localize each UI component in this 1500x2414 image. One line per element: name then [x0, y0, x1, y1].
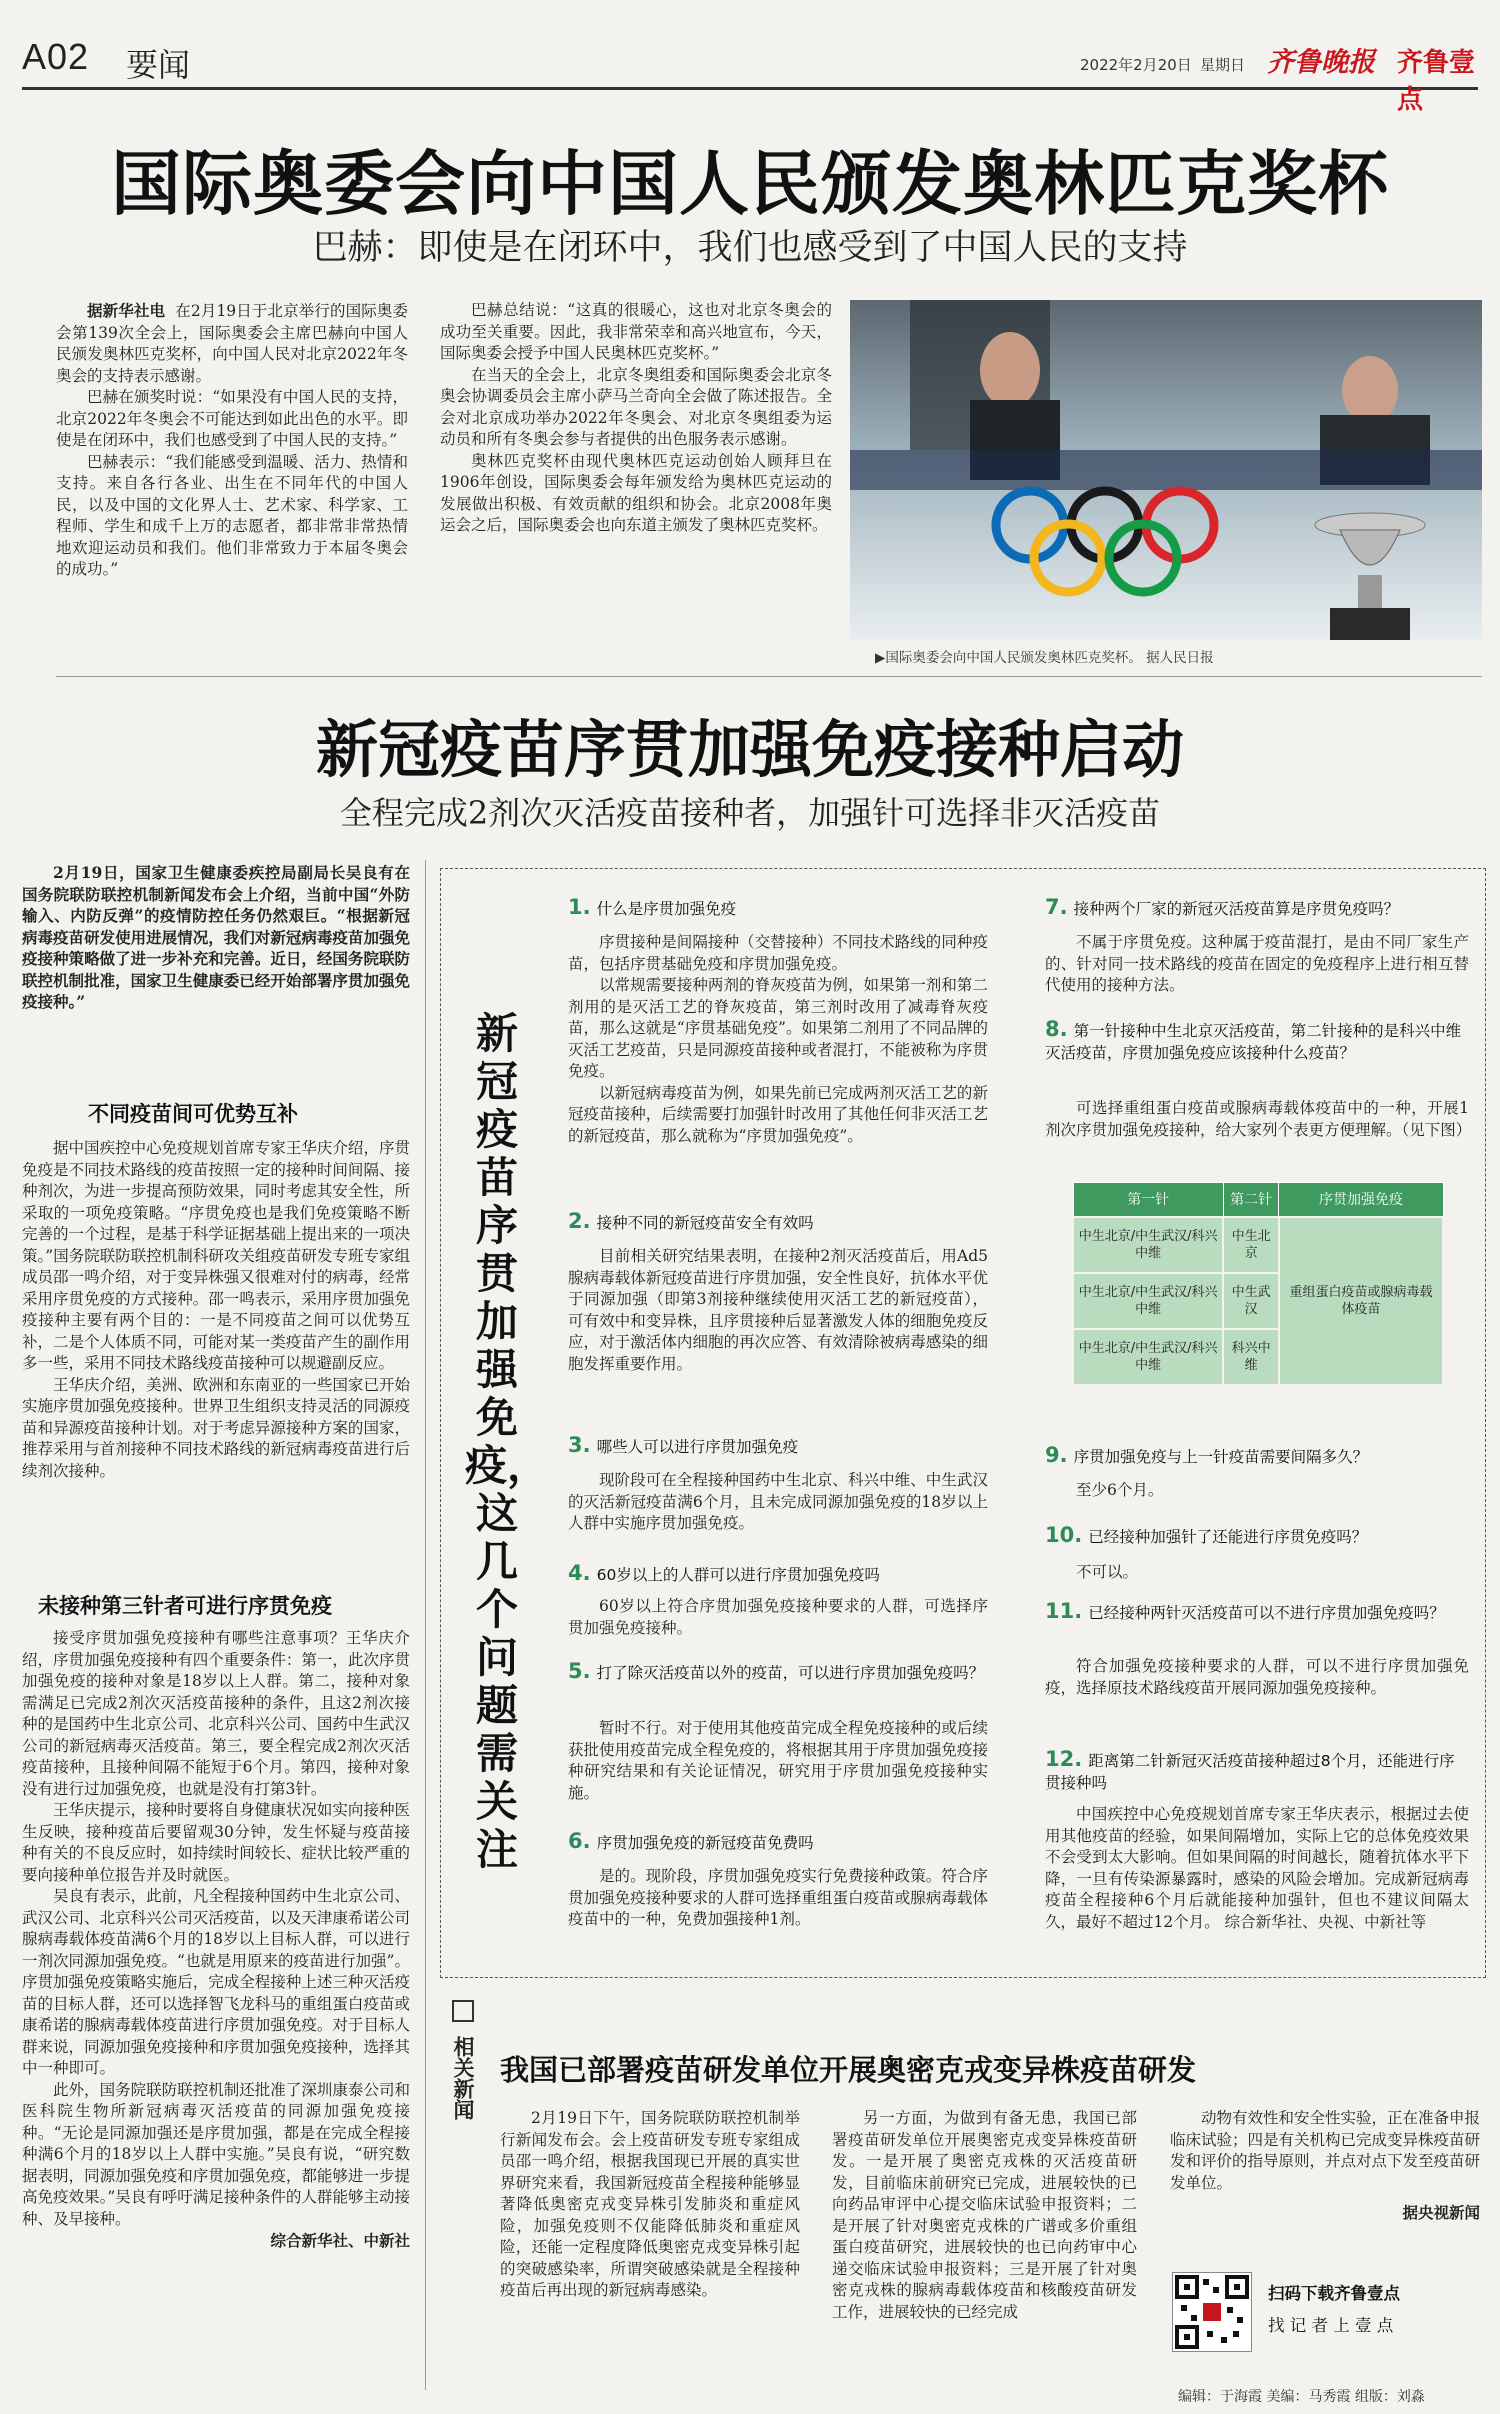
table-cell: 中生北京: [1223, 1217, 1279, 1273]
qa-number: 11.: [1045, 1599, 1083, 1623]
related-label-text: 相关新闻: [451, 2036, 475, 2120]
qa-question-10: [1045, 1524, 1469, 1548]
story1-subhead: 巴赫：即使是在闭环中，我们也感受到了中国人民的支持: [312, 228, 1188, 268]
story2-paragraph: 王华庆提示，接种时要将自身健康状况如实向接种医生反映，接种疫苗后要留观30分钟，发生怀疑与疫苗接种有关的不良反应时，如持续时间较长、症状比较严重的要向接种单位报告并及时就医。: [22, 1801, 410, 1884]
qa-answer-3: [568, 1470, 988, 1535]
qa-vertical-title: 新冠疫苗序贯加强免疫，这几个问题需关注: [465, 1009, 550, 1874]
story3-column-3: [1170, 2108, 1480, 2224]
olympic-trophy-photo: [850, 300, 1482, 640]
qa-question-text: 第一针接种中生北京灭活疫苗，第二针接种的是科兴中维灭活疫苗，序贯加强免疫应该接种什么疫苗？: [1045, 1022, 1462, 1062]
table-cell: 科兴中维: [1223, 1329, 1279, 1385]
story1-paragraph: 在当天的全会上，北京冬奥组委和国际奥委会北京冬奥会协调委员会主席小萨马兰奇向全会做了陈述报告。全会对北京成功举办2022年冬奥会、对北京冬奥组委为运动员和所有冬奥会参与者提供的出色服务表示感谢。: [440, 365, 832, 448]
qa-question-text: 哪些人可以进行序贯加强免疫: [596, 1438, 799, 1456]
qa-question-text: 序贯加强免疫与上一针疫苗需要间隔多久？: [1073, 1448, 1369, 1466]
photo-illustration: [850, 300, 1482, 640]
story1-paragraph: 巴赫表示：“我们能感受到温暖、活力、热情和支持。来自各行各业、出生在不同年代的中国人民，以及中国的文化界人士、艺术家、科学家、工程师、学生和成千上万的志愿者，都非常非常热情地欢迎运动员和我们。他们非常致力于本届冬奥会的成功。”: [56, 452, 408, 578]
qa-answer-10: [1045, 1562, 1469, 1584]
table-cell: 中生北京/中生武汉/科兴中维: [1073, 1329, 1223, 1385]
qr-caption-2: 找 记 者 上 壹 点: [1268, 2316, 1394, 2335]
story1-headline: 国际奥委会向中国人民颁发奥林匹克奖杯: [111, 142, 1389, 225]
qa-answer-text: 以新冠病毒疫苗为例，如果先前已完成两剂灭活工艺的新冠疫苗接种，后续需要打加强针时改用了其他任何非灭活工艺的新冠疫苗，那么就称为“序贯加强免疫”。: [568, 1083, 988, 1145]
qa-question-text: 已经接种两针灭活疫苗可以不进行序贯加强免疫吗？: [1088, 1604, 1445, 1622]
qa-question-text: 已经接种加强针了还能进行序贯免疫吗？: [1088, 1528, 1368, 1546]
table-cell: 中生北京/中生武汉/科兴中维: [1073, 1273, 1223, 1329]
qa-number: 12.: [1045, 1747, 1083, 1771]
story2-lead-text: 2月19日，国家卫生健康委疾控局副局长吴良有在国务院联防联控机制新闻发布会上介绍，当前中国“外防输入、内防反弹”的疫情防控任务仍然艰巨。“根据新冠病毒疫苗研发使用进展情况，我们对新冠病毒疫苗加强免疫接种策略做了进一步补充和完善。近日，经国务院联防联控机制批准，国家卫生健康委已经开始部署序贯加强免疫接种。”: [22, 863, 410, 1011]
vaccine-schedule-table: [1072, 1182, 1444, 1386]
story1-paragraph: 巴赫在颁奖时说：“如果没有中国人民的支持，北京2022年冬奥会不可能达到如此出色的水平。即使是在闭环中，我们也感受到了中国人民的支持。”: [56, 388, 408, 449]
qa-question-text: 60岁以上的人群可以进行序贯加强免疫吗: [596, 1566, 880, 1584]
qa-question-3: [568, 1434, 988, 1458]
related-box-icon: [452, 2000, 474, 2022]
qa-question-2: [568, 1210, 988, 1234]
qr-code[interactable]: [1172, 2272, 1252, 2352]
qa-answer-text: 不属于序贯免疫。这种属于疫苗混打，是由不同厂家生产的、针对同一技术路线的疫苗在固定的免疫程序上进行相互替代使用的接种方法。: [1045, 933, 1469, 994]
qa-answer-text: 以常规需要接种两剂的脊灰疫苗为例，如果第一剂和第二剂用的是灭活工艺的脊灰疫苗，第三剂时改用了减毒脊灰疫苗，那么这就是“序贯基础免疫”。如果第二剂用了不同品牌的灭活工艺疫苗，只是同源疫苗接种或者混打，不能被称为序贯免疫。: [568, 976, 988, 1080]
qa-number: 4.: [568, 1561, 591, 1585]
qa-answer-text: 目前相关研究结果表明，在接种2剂灭活疫苗后，用Ad5腺病毒载体新冠疫苗进行序贯加强，安全性良好，抗体水平优于同源加强（即第3剂接种继续使用灭活工艺的新冠疫苗），可有效中和变异株，且序贯接种后显著激发人体的细胞免疫反应，对于激活体内细胞的再次应答、有效清除被病毒感染的细胞发挥重要作用。: [568, 1247, 988, 1373]
story2-paragraph: 王华庆介绍，美洲、欧洲和东南亚的一些国家已开始实施序贯加强免疫接种。世界卫生组织支持灵活的同源疫苗和异源疫苗接种计划。对于考虑异源接种方案的国家，推荐采用与首剂接种不同技术路线的新冠病毒疫苗进行后续剂次接种。: [22, 1375, 410, 1480]
story2-lead: [22, 862, 410, 1013]
issue-weekday: 星期日: [1200, 56, 1246, 74]
story1-lead-credit: 据新华社电: [87, 301, 166, 320]
qa-answer-7: [1045, 932, 1469, 997]
qa-question-7: [1045, 896, 1469, 920]
qa-question-1: [568, 896, 988, 920]
section-name: 要闻: [126, 46, 191, 84]
table-cell: 中生武汉: [1223, 1273, 1279, 1329]
story3-paragraph: 2月19日下午，国务院联防联控机制举行新闻发布会。会上疫苗研发专班专家组成员邵一鸣介绍，根据我国现已开展的真实世界研究来看，我国新冠疫苗全程接种能够显著降低奥密克戎变异株引发肺炎和重症风险，加强免疫则不仅能降低肺炎和重症风险，还能一定程度降低奥密克戎变异株引起的突破感染率，所谓突破感染就是全程接种疫苗后再出现的新冠病毒感染。: [500, 2109, 800, 2299]
qa-number: 7.: [1045, 895, 1068, 919]
story2-section2-body: [22, 1628, 410, 2252]
divider: [56, 676, 1482, 677]
story2-paragraph: 吴良有表示，此前，凡全程接种国药中生北京公司、武汉公司、北京科兴公司灭活疫苗，以及天津康希诺公司腺病毒载体疫苗满6个月的18岁以上目标人群，可以进行一剂次同源加强免疫。“也就是用原来的疫苗进行加强”。序贯加强免疫策略实施后，完成全程接种上述三种灭活疫苗的目标人群，还可以选择智飞龙科马的重组蛋白疫苗或康希诺的腺病毒载体疫苗进行序贯加强免疫。对于目标人群来说，同源加强免疫接种和序贯加强免疫接种，选择其中一种即可。: [22, 1887, 410, 2077]
qa-question-4: [568, 1562, 988, 1586]
qa-question-text: 序贯加强免疫的新冠疫苗免费吗: [596, 1834, 814, 1852]
qr-caption: 扫码下载齐鲁壹点: [1268, 2284, 1400, 2303]
qa-answer-12: [1045, 1804, 1469, 1933]
story1-paragraph: 在2月19日于北京举行的国际奥委会第139次全会上，国际奥委会主席巴赫向中国人民颁发奥林匹克奖杯，向中国人民对北京2022年冬奥会的支持表示感谢。: [56, 302, 408, 385]
issue-date: 2022年2月20日: [1080, 56, 1192, 74]
qa-answer-1: [568, 932, 988, 1147]
table-header: 第一针: [1073, 1183, 1223, 1217]
table-cell-merged: 重组蛋白疫苗或腺病毒载体疫苗: [1279, 1217, 1443, 1385]
qa-number: 1.: [568, 895, 591, 919]
photo-caption: ▶国际奥委会向中国人民颁发奥林匹克奖杯。 据人民日报: [875, 650, 1214, 666]
qa-question-12: [1045, 1748, 1469, 1794]
story2-section2-title: 未接种第三针者可进行序贯免疫: [38, 1593, 332, 1618]
story2-paragraph: 据中国疾控中心免疫规划首席专家王华庆介绍，序贯免疫是不同技术路线的疫苗按照一定的接种时间间隔、接种剂次，为进一步提高预防效果，同时考虑其安全性，所采取的一项免疫策略。“序贯免疫也是我们免疫策略不断完善的一个过程，是基于科学证据基础上提出来的一项决策。”国务院联防联控机制科研攻关组疫苗研发专班专家组成员邵一鸣介绍，对于变异株强又很难对付的病毒，经常采用序贯免疫的方式接种。邵一鸣表示，采用序贯加强免疫接种主要有两个目的：一是不同疫苗之间可以优势互补，二是个人体质不同，可能对某一类疫苗产生的副作用多一些，采用不同技术路线疫苗接种可以规避副反应。: [22, 1139, 410, 1372]
story2-source: 综合新华社、中新社: [270, 2231, 410, 2250]
qa-answer-4: [568, 1596, 988, 1639]
story1-paragraph: 巴赫总结说：“这真的很暖心，这也对北京冬奥会的成功至关重要。因此，我非常荣幸和高兴地宣布，今天，国际奥委会授予中国人民奥林匹克奖杯。”: [440, 301, 832, 362]
column-divider: [425, 860, 426, 2390]
qa-answer-text: 可选择重组蛋白疫苗或腺病毒载体疫苗中的一种，开展1剂次序贯加强免疫接种，给大家列个表更方便理解。（见下图）: [1045, 1099, 1472, 1139]
qa-answer-text: 符合加强免疫接种要求的人群，可以不进行序贯加强免疫，选择原技术路线疫苗开展同源加强免疫接种。: [1045, 1657, 1469, 1697]
qa-question-text: 距离第二针新冠灭活疫苗接种超过8个月，还能进行序贯接种吗: [1045, 1752, 1455, 1792]
qa-number: 8.: [1045, 1017, 1068, 1041]
editor-credits: 编辑：于海霞 美编：马秀霞 组版：刘淼: [1178, 2389, 1425, 2405]
qa-answer-text: 不可以。: [1076, 1563, 1139, 1581]
story2-paragraph: 接受序贯加强免疫接种有哪些注意事项？王华庆介绍，序贯加强免疫接种有四个重要条件：第一，此次序贯加强免疫的接种对象是18岁以上人群。第二，接种对象需满足已完成2剂次灭活疫苗接种的条件，且这2剂次接种的是国药中生北京公司、北京科兴公司、国药中生武汉公司的新冠病毒灭活疫苗。第三，要全程完成2剂次灭活疫苗接种，且接种间隔不能短于6个月。第四，接种对象没有进行过加强免疫，也就是没有打第3针。: [22, 1629, 410, 1798]
qa-answer-text: 中国疾控中心免疫规划首席专家王华庆表示，根据过去使用其他疫苗的经验，如果间隔增加，实际上它的总体免疫效果不会受到太大影响。但如果间隔的时间越长，随着抗体水平下降，一旦有传染源暴露时，感染的风险会增加。完成新冠病毒疫苗全程接种6个月后就能接种加强针，但也不建议间隔太久，最好不超过12个月。 综合新华社、央视、中新社等: [1045, 1805, 1469, 1931]
story3-headline: 我国已部署疫苗研发单位开展奥密克戎变异株疫苗研发: [500, 2053, 1197, 2087]
qa-answer-text: 现阶段可在全程接种国药中生北京、科兴中维、中生武汉的灭活新冠疫苗满6个月，且未完成同源加强免疫的18岁以上人群中实施序贯加强免疫。: [568, 1471, 988, 1532]
story2-section1-title: 不同疫苗间可优势互补: [88, 1101, 298, 1126]
story2-subhead: 全程完成2剂次灭活疫苗接种者，加强针可选择非灭活疫苗: [339, 794, 1161, 832]
qa-question-text: 打了除灭活疫苗以外的疫苗，可以进行序贯加强免疫吗？: [596, 1664, 985, 1682]
newspaper-logo: 齐鲁晚报: [1267, 47, 1375, 78]
story2-section1-body: [22, 1138, 410, 1482]
qa-question-text: 接种不同的新冠疫苗安全有效吗: [596, 1214, 814, 1232]
story2-headline: 新冠疫苗序贯加强免疫接种启动: [315, 713, 1184, 786]
story3-column-2: [832, 2108, 1137, 2323]
qa-number: 10.: [1045, 1523, 1083, 1547]
story3-paragraph: 动物有效性和安全性实验，正在准备申报临床试验；四是有关机构已完成变异株疫苗研发和评价的指导原则，并点对点下发至疫苗研发单位。: [1170, 2109, 1481, 2192]
qa-number: 9.: [1045, 1443, 1068, 1467]
table-cell: 中生北京/中生武汉/科兴中维: [1073, 1217, 1223, 1273]
table-row: [1073, 1217, 1443, 1273]
story1-column-1: [56, 300, 408, 581]
table-header: 序贯加强免疫: [1279, 1183, 1443, 1217]
qa-question-text: 什么是序贯加强免疫: [596, 900, 737, 918]
qa-question-8: [1045, 1018, 1469, 1064]
page-header: [22, 34, 1478, 115]
story1-paragraph: 奥林匹克奖杯由现代奥林匹克运动创始人顾拜旦在1906年创设，国际奥委会每年颁发给为奥林匹克运动的发展做出积极、有效贡献的组织和协会。北京2008年奥运会之后，国际奥委会也向东道主颁发了奥林匹克奖杯。: [440, 451, 832, 534]
app-logo: 齐鲁壹点: [1397, 48, 1476, 115]
qa-number: 2.: [568, 1209, 591, 1233]
story2-paragraph: 此外，国务院联防联控机制还批准了深圳康泰公司和医科院生物所新冠病毒灭活疫苗的同源加强免疫接种。“无论是同源加强还是序贯加强，都是在完成全程接种满6个月的18岁以上人群中实施。”吴良有说，“研究数据表明，同源加强免疫和序贯加强免疫，都能够进一步提高免疫效果。”吴良有呼吁满足接种条件的人群能够主动接种、及早接种。: [22, 2080, 410, 2228]
qa-number: 5.: [568, 1659, 591, 1683]
story3-column-1: [500, 2108, 800, 2302]
qa-answer-11: [1045, 1656, 1469, 1699]
story3-source: 据央视新闻: [1402, 2203, 1480, 2222]
qa-number: 3.: [568, 1433, 591, 1457]
qa-answer-text: 至少6个月。: [1076, 1481, 1164, 1499]
story3-paragraph: 另一方面，为做到有备无患，我国已部署疫苗研发单位开展奥密克戎变异株疫苗研发。一是开展了奥密克戎株的灭活疫苗研发，目前临床前研究已完成，进展较快的已向药品审评中心提交临床试验申报资料；二是开展了针对奥密克戎株的广谱或多价重组蛋白疫苗研究，进展较快的也已向药审中心递交临床试验申报资料；三是开展了针对奥密克戎株的腺病毒载体疫苗和核酸疫苗研发工作，进展较快的已经完成: [832, 2109, 1137, 2321]
qa-answer-5: [568, 1718, 988, 1804]
qa-answer-text: 是的。现阶段，序贯加强免疫实行免费接种政策。符合序贯加强免疫接种要求的人群可选择重组蛋白疫苗或腺病毒载体疫苗中的一种，免费加强接种1剂。: [568, 1867, 988, 1928]
related-news-label: [440, 2000, 486, 2128]
qa-question-11: [1045, 1600, 1469, 1624]
qa-answer-2: [568, 1246, 988, 1375]
qa-question-9: [1045, 1444, 1469, 1468]
qr-code-icon: [1173, 2273, 1251, 2351]
qa-answer-8: [1045, 1098, 1472, 1141]
qa-answer-6: [568, 1866, 988, 1931]
story1-column-2: [440, 300, 832, 537]
table-header: 第二针: [1223, 1183, 1279, 1217]
qa-number: 6.: [568, 1829, 591, 1853]
qa-question-text: 接种两个厂家的新冠灭活疫苗算是序贯免疫吗？: [1073, 900, 1400, 918]
qa-question-6: [568, 1830, 988, 1854]
qa-answer-text: 序贯接种是间隔接种（交替接种）不同技术路线的同种疫苗，包括序贯基础免疫和序贯加强免疫。: [568, 933, 988, 973]
page-number: A02: [22, 36, 90, 77]
qa-answer-9: [1045, 1480, 1469, 1502]
qa-answer-text: 60岁以上符合序贯加强免疫接种要求的人群，可选择序贯加强免疫接种。: [568, 1597, 988, 1637]
qa-answer-text: 暂时不行。对于使用其他疫苗完成全程免疫接种的或后续获批使用疫苗完成全程免疫的，将根据其用于序贯加强免疫接种研究结果和有关论证情况，研究用于序贯加强免疫接种实施。: [568, 1719, 988, 1802]
qa-question-5: [568, 1660, 988, 1684]
